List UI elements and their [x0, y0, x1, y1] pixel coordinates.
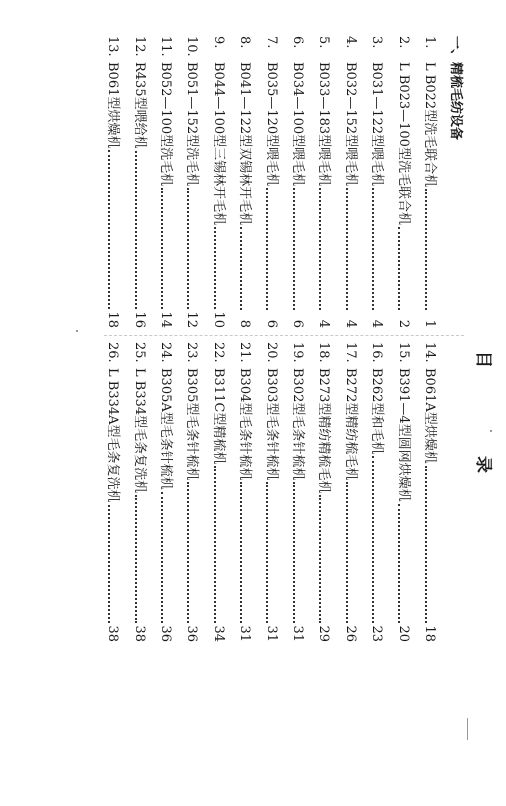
section-heading: 一、精梳毛纺设备 [448, 36, 463, 141]
scan-speck [76, 330, 78, 332]
toc-entry [310, 36, 336, 328]
entry-page: 26 [342, 625, 358, 642]
leader-dots [372, 456, 374, 623]
entry-title: B304型毛条针梳机 [237, 368, 253, 481]
entry-page: 34 [210, 625, 226, 642]
entry-page: 18 [105, 311, 121, 328]
entry-title: L B334型毛条复洗机 [131, 368, 147, 494]
leader-dots [425, 466, 427, 624]
leader-dots [319, 188, 321, 310]
entry-number: 10. [184, 36, 200, 57]
entry-number: 1. [422, 36, 437, 49]
entry-title: B061型烘燥机 [105, 62, 121, 149]
entry-title: B034—100型喂毛机 [290, 62, 306, 187]
entry-number: 13. [105, 36, 121, 57]
toc-left-list [99, 36, 442, 328]
entry-title: L B022型洗毛联合机 [422, 62, 437, 188]
toc-entry [336, 36, 362, 328]
toc-entry [257, 36, 283, 328]
entry-number: 8. [237, 36, 253, 49]
page-title [473, 253, 498, 573]
entry-page: 8 [237, 319, 253, 328]
entry-number: 19. [290, 342, 306, 363]
entry-number: 7. [263, 36, 279, 49]
title-right-char: 录 [473, 456, 493, 475]
toc-entry [363, 36, 389, 328]
entry-number: 24. [158, 342, 174, 363]
toc-right-list [99, 342, 442, 642]
entry-title: B272型精纺梳毛机 [342, 368, 358, 481]
entry-page: 36 [184, 625, 200, 642]
entry-page: 31 [290, 625, 306, 642]
entry-page: 14 [158, 311, 174, 328]
entry-title: B302型毛条针梳机 [290, 368, 306, 481]
leader-dots [187, 482, 189, 623]
entry-title: B061A型烘燥机 [422, 368, 437, 464]
entry-title: B052—100型洗毛机 [158, 62, 174, 187]
entry-number: 12. [131, 36, 147, 57]
entry-number: 17. [342, 342, 358, 363]
leader-dots [346, 482, 348, 623]
column-divider [104, 335, 464, 336]
entry-page: 2 [395, 319, 411, 328]
entry-number: 9. [210, 36, 226, 49]
leader-dots [398, 227, 400, 310]
toc-entry [389, 342, 415, 642]
entry-page: 6 [263, 319, 279, 328]
leader-dots [425, 189, 427, 310]
entry-page: 38 [131, 625, 147, 642]
entry-number: 26. [105, 342, 121, 363]
toc-entry [336, 342, 362, 642]
toc-entry [152, 36, 178, 328]
entry-title: B044—100型三锡林开毛机 [210, 62, 226, 226]
entry-title: B031—122型喂毛机 [369, 62, 385, 187]
entry-number: 6. [290, 36, 306, 49]
toc-entry [178, 342, 204, 642]
entry-number: 18. [316, 342, 332, 363]
entry-title: B041—122型双锡林开毛机 [237, 62, 253, 226]
leader-dots [135, 151, 137, 310]
leader-dots [266, 188, 268, 310]
toc-entry [152, 342, 178, 642]
title-left-char: 目 [473, 351, 493, 370]
entry-number: 14. [422, 342, 437, 363]
toc-left-column [99, 36, 468, 328]
entry-page: 20 [395, 625, 411, 642]
entry-number: 20. [263, 342, 279, 363]
entry-page: 4 [369, 319, 385, 328]
entry-number: 11. [158, 36, 174, 57]
entry-number: 15. [395, 342, 411, 363]
entry-title: B305型毛条针梳机 [184, 368, 200, 481]
entry-page: 10 [210, 311, 226, 328]
leader-dots [135, 495, 137, 623]
toc-entry [389, 36, 415, 328]
entry-number: 3. [369, 36, 385, 49]
entry-number: 25. [131, 342, 147, 363]
toc-entry [99, 342, 125, 642]
leader-dots [293, 188, 295, 310]
entry-title: B273型精纺精梳毛机 [316, 368, 332, 494]
entry-title: B032—152型喂毛机 [342, 62, 358, 187]
toc-entry [125, 36, 151, 328]
leader-dots [266, 482, 268, 623]
entry-page: 29 [316, 625, 332, 642]
leader-dots [214, 227, 216, 309]
toc-entry [416, 36, 442, 328]
entry-page: 31 [237, 625, 253, 642]
entry-page: 12 [184, 311, 200, 328]
toc-entry [178, 36, 204, 328]
toc-entry [416, 342, 442, 642]
leader-dots [161, 492, 163, 624]
entry-page: 31 [263, 625, 279, 642]
leader-dots [372, 188, 374, 310]
leader-dots [187, 188, 189, 309]
entry-title: B262型和毛机 [369, 368, 385, 455]
entry-page: 23 [369, 625, 385, 642]
toc-entry [310, 342, 336, 642]
leader-dots [214, 466, 216, 623]
leader-dots [398, 504, 400, 624]
entry-number: 21. [237, 342, 253, 363]
entry-number: 5. [316, 36, 332, 49]
toc-entry [204, 36, 230, 328]
toc-entry [363, 342, 389, 642]
entry-title: B311C型精梳机 [210, 368, 226, 465]
entry-title: L B334A型毛条复洗机 [105, 368, 121, 503]
leader-dots [293, 482, 295, 623]
entry-page: 1 [422, 319, 437, 328]
toc-entry [231, 36, 257, 328]
entry-page: 36 [158, 625, 174, 642]
entry-title: B391—4型圆网烘燥机 [395, 368, 411, 502]
entry-title: B033—183型喂毛机 [316, 62, 332, 187]
entry-title: R435型喂给机 [131, 62, 147, 149]
entry-title: B305A型毛条针梳机 [158, 368, 174, 490]
entry-page: 16 [131, 311, 147, 328]
entry-number: 22. [210, 342, 226, 363]
entry-page: 4 [342, 319, 358, 328]
entry-page: 38 [105, 625, 121, 642]
leader-dots [240, 227, 242, 310]
entry-number: 2. [395, 36, 411, 49]
entry-number: 23. [184, 342, 200, 363]
entry-title: B303型毛条针梳机 [263, 368, 279, 481]
toc-entry [284, 342, 310, 642]
leader-dots [346, 188, 348, 310]
toc-right-column [99, 342, 468, 642]
scan-mark [467, 718, 468, 740]
entry-title: B051—152型洗毛机 [184, 62, 200, 187]
entry-page: 6 [290, 319, 306, 328]
leader-dots [161, 188, 163, 309]
leader-dots [240, 482, 242, 623]
entry-title: L B023—100型洗毛联合机 [395, 62, 411, 225]
toc-entry [257, 342, 283, 642]
entry-page: 4 [316, 319, 332, 328]
leader-dots [108, 150, 110, 309]
toc-entry [125, 342, 151, 642]
scan-speck [490, 430, 492, 432]
entry-number: 4. [342, 36, 358, 49]
leader-dots [108, 505, 110, 624]
leader-dots [319, 495, 321, 623]
toc-entry [99, 36, 125, 328]
entry-page: 18 [422, 625, 437, 642]
entry-number: 16. [369, 342, 385, 363]
toc-entry [204, 342, 230, 642]
entry-title: B035—120型喂毛机 [263, 62, 279, 187]
toc-entry [284, 36, 310, 328]
toc-entry [231, 342, 257, 642]
